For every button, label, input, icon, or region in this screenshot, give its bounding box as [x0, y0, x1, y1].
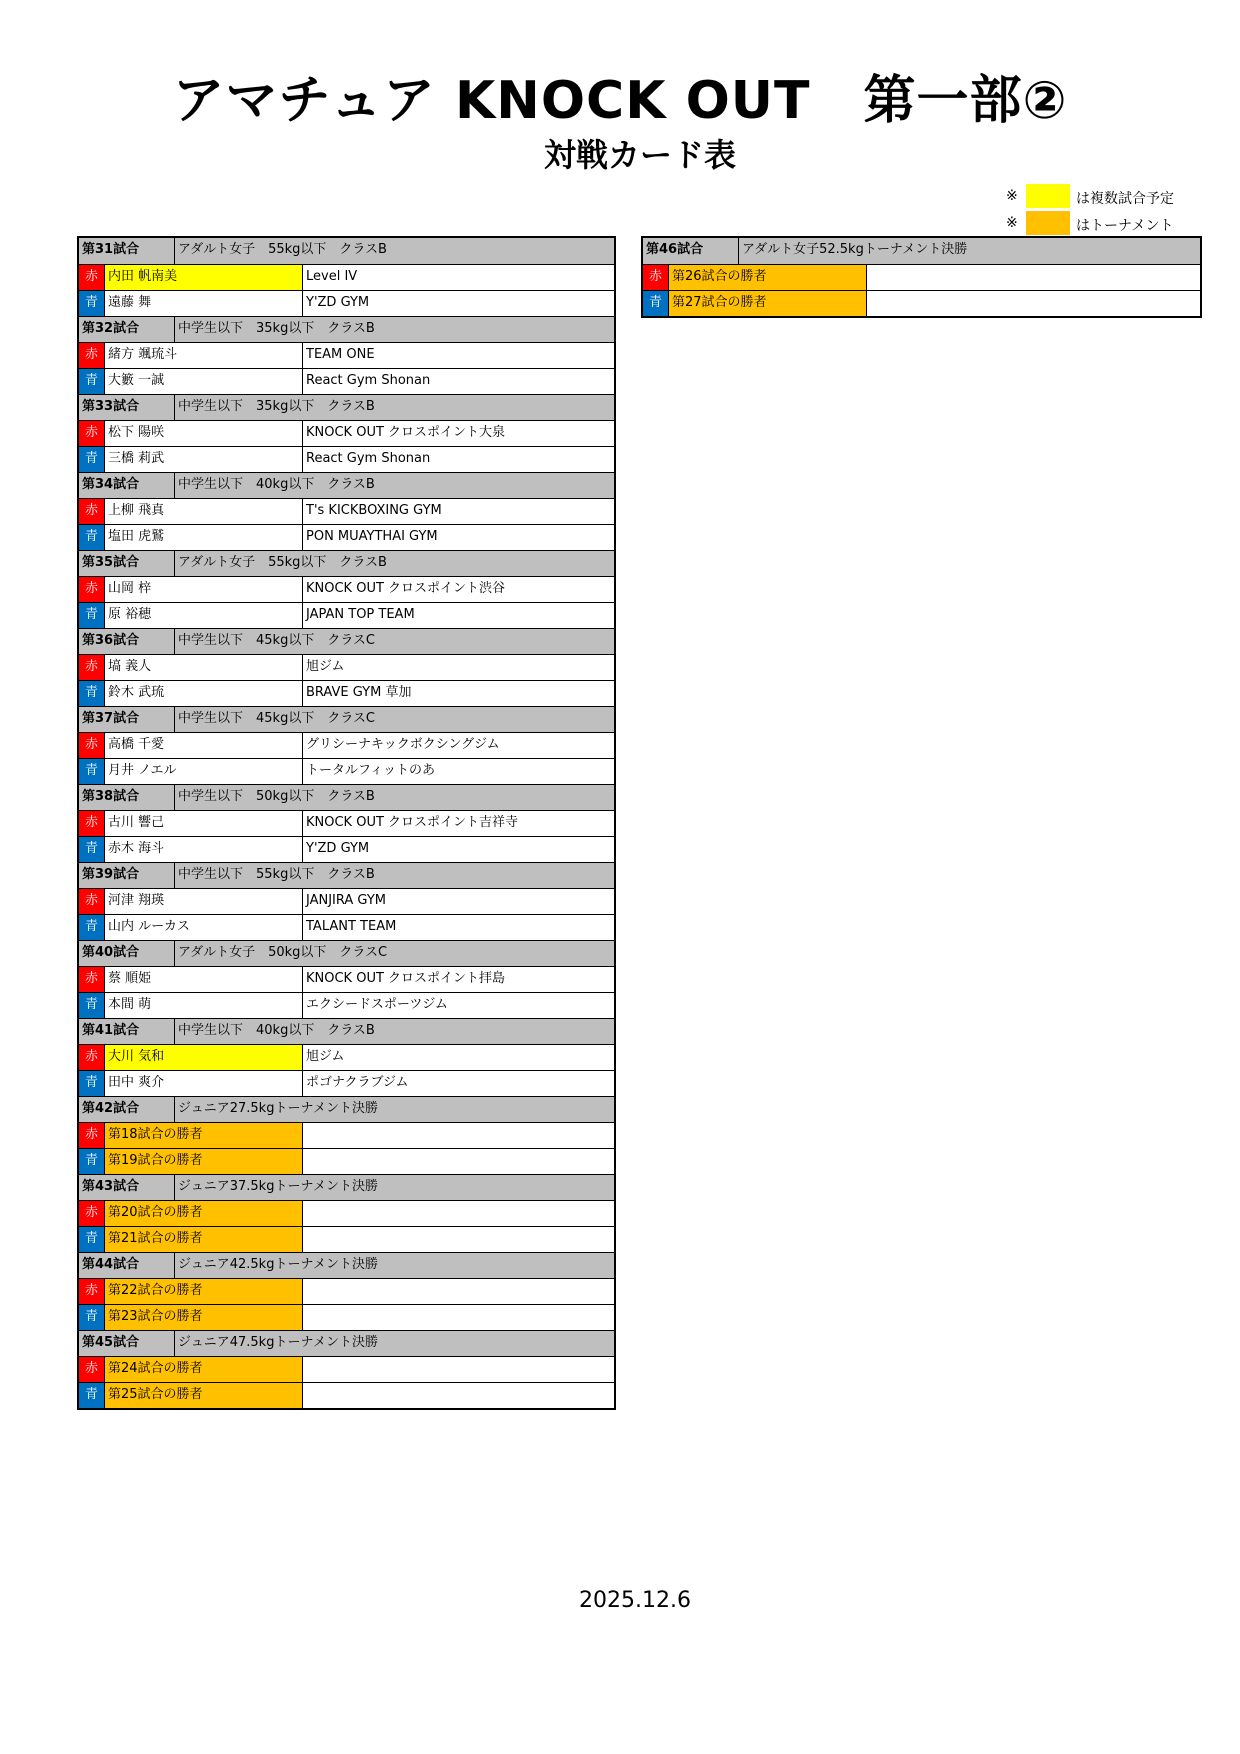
bout-number: 第31試合 — [79, 238, 175, 264]
bout-class: ジュニア42.5kgトーナメント決勝 — [178, 1257, 378, 1272]
fighter-name: 田中 爽介 — [105, 1071, 303, 1096]
red-corner-row — [643, 264, 1200, 290]
red-corner-row — [79, 654, 614, 680]
legend-swatch-yellow — [1026, 184, 1070, 208]
red-corner-row — [79, 732, 614, 758]
fighter-name: 第20試合の勝者 — [105, 1201, 303, 1226]
bout-class: 中学生以下 35kg以下 クラスB — [178, 321, 375, 336]
red-corner-badge: 赤 — [79, 1357, 105, 1382]
bout-class: 中学生以下 45kg以下 クラスC — [178, 711, 376, 726]
bout-number: 第38試合 — [79, 785, 175, 810]
bout-number: 第42試合 — [79, 1097, 175, 1122]
bout-header — [79, 1330, 614, 1356]
fighter-gym — [303, 1357, 614, 1382]
red-corner-row — [79, 966, 614, 992]
fighter-name: 塩田 虎鷲 — [105, 525, 303, 550]
blue-corner-row — [79, 368, 614, 394]
fighter-name: 大川 気和 — [105, 1045, 303, 1070]
red-corner-row — [79, 342, 614, 368]
fighter-gym: ポゴナクラブジム — [306, 1075, 409, 1090]
fighter-gym — [303, 1149, 614, 1174]
red-corner-row — [79, 264, 614, 290]
fighter-gym — [303, 1279, 614, 1304]
red-corner-badge: 赤 — [79, 811, 105, 836]
blue-corner-badge: 青 — [79, 1071, 105, 1096]
blue-corner-badge: 青 — [79, 915, 105, 940]
bout-header — [79, 1018, 614, 1044]
fighter-gym — [303, 1383, 614, 1408]
legend-swatch-orange — [1026, 211, 1070, 235]
fighter-gym: エクシードスポーツジム — [306, 997, 448, 1012]
fighter-name: 蔡 順姫 — [105, 967, 303, 992]
bout-header — [79, 316, 614, 342]
fighter-name: 塙 義人 — [105, 655, 303, 680]
fighter-name: 松下 陽咲 — [105, 421, 303, 446]
blue-corner-badge: 青 — [643, 291, 669, 316]
fighter-gym: Y'ZD GYM — [306, 841, 370, 856]
fighter-gym: PON MUAYTHAI GYM — [306, 529, 438, 544]
blue-corner-badge: 青 — [79, 681, 105, 706]
blue-corner-badge: 青 — [79, 525, 105, 550]
bout-header — [79, 472, 614, 498]
blue-corner-row — [79, 836, 614, 862]
fighter-gym: KNOCK OUT クロスポイント拝島 — [306, 971, 506, 986]
blue-corner-row — [79, 446, 614, 472]
fighter-name: 古川 響己 — [105, 811, 303, 836]
fighter-name: 緒方 颯琉斗 — [105, 343, 303, 368]
fighter-gym: KNOCK OUT クロスポイント大泉 — [306, 425, 506, 440]
blue-corner-row — [79, 524, 614, 550]
bout-class: 中学生以下 40kg以下 クラスB — [178, 1023, 375, 1038]
fighter-name: 第18試合の勝者 — [105, 1123, 303, 1148]
blue-corner-badge: 青 — [79, 1383, 105, 1408]
fighter-name: 内田 帆南美 — [105, 265, 303, 290]
blue-corner-row — [79, 1382, 614, 1408]
blue-corner-row — [79, 1148, 614, 1174]
red-corner-badge: 赤 — [643, 265, 669, 290]
red-corner-row — [79, 1200, 614, 1226]
fighter-name: 第26試合の勝者 — [669, 265, 867, 290]
bout-header — [79, 1174, 614, 1200]
fighter-name: 鈴木 武琉 — [105, 681, 303, 706]
fighter-gym — [867, 291, 1200, 316]
fighter-name: 第23試合の勝者 — [105, 1305, 303, 1330]
fighter-gym: Level IV — [306, 269, 358, 284]
bout-class: アダルト女子 50kg以下 クラスC — [178, 945, 388, 960]
fighter-gym: React Gym Shonan — [306, 451, 431, 466]
blue-corner-row — [79, 1070, 614, 1096]
blue-corner-badge: 青 — [79, 369, 105, 394]
legend-label: はトーナメント — [1076, 218, 1174, 234]
blue-corner-badge: 青 — [79, 837, 105, 862]
red-corner-row — [79, 1122, 614, 1148]
fighter-gym: 旭ジム — [306, 659, 345, 674]
red-corner-badge: 赤 — [79, 733, 105, 758]
legend-label: は複数試合予定 — [1076, 191, 1174, 207]
red-corner-badge: 赤 — [79, 343, 105, 368]
bout-number: 第44試合 — [79, 1253, 175, 1278]
fighter-name: 第25試合の勝者 — [105, 1383, 303, 1408]
bout-number: 第45試合 — [79, 1331, 175, 1356]
bout-header — [79, 238, 614, 264]
bout-header — [79, 628, 614, 654]
fighter-name: 本間 萌 — [105, 993, 303, 1018]
bout-header — [79, 550, 614, 576]
fighter-name: 上柳 飛真 — [105, 499, 303, 524]
red-corner-badge: 赤 — [79, 421, 105, 446]
bout-class: 中学生以下 55kg以下 クラスB — [178, 867, 375, 882]
bout-class: 中学生以下 35kg以下 クラスB — [178, 399, 375, 414]
blue-corner-badge: 青 — [79, 1227, 105, 1252]
bout-class: 中学生以下 45kg以下 クラスC — [178, 633, 376, 648]
red-corner-badge: 赤 — [79, 577, 105, 602]
fighter-name: 第24試合の勝者 — [105, 1357, 303, 1382]
fighter-gym: Y'ZD GYM — [306, 295, 370, 310]
red-corner-row — [79, 1356, 614, 1382]
blue-corner-badge: 青 — [79, 1305, 105, 1330]
bout-number: 第41試合 — [79, 1019, 175, 1044]
bout-class: 中学生以下 40kg以下 クラスB — [178, 477, 375, 492]
bout-header — [79, 940, 614, 966]
red-corner-row — [79, 1278, 614, 1304]
legend-mark: ※ — [1006, 188, 1018, 204]
fighter-gym: KNOCK OUT クロスポイント吉祥寺 — [306, 815, 519, 830]
fighter-name: 赤木 海斗 — [105, 837, 303, 862]
bout-class: ジュニア27.5kgトーナメント決勝 — [178, 1101, 378, 1116]
red-corner-badge: 赤 — [79, 655, 105, 680]
bout-class: アダルト女子52.5kgトーナメント決勝 — [742, 242, 968, 257]
blue-corner-badge: 青 — [79, 759, 105, 784]
bout-class: ジュニア37.5kgトーナメント決勝 — [178, 1179, 378, 1194]
bout-number: 第40試合 — [79, 941, 175, 966]
bout-table-left — [77, 236, 616, 1410]
blue-corner-row — [79, 992, 614, 1018]
red-corner-badge: 赤 — [79, 1279, 105, 1304]
red-corner-badge: 赤 — [79, 1045, 105, 1070]
fighter-gym: TEAM ONE — [306, 347, 375, 362]
bout-header — [79, 1096, 614, 1122]
bout-class: アダルト女子 55kg以下 クラスB — [178, 242, 387, 257]
fighter-gym: BRAVE GYM 草加 — [306, 685, 412, 700]
blue-corner-row — [79, 1304, 614, 1330]
blue-corner-row — [643, 290, 1200, 316]
fighter-name: 河津 翔瑛 — [105, 889, 303, 914]
fighter-name: 大籔 一誠 — [105, 369, 303, 394]
fighter-gym — [303, 1227, 614, 1252]
fighter-gym — [303, 1123, 614, 1148]
fighter-name: 第21試合の勝者 — [105, 1227, 303, 1252]
fighter-gym: JANJIRA GYM — [306, 893, 387, 908]
red-corner-row — [79, 498, 614, 524]
fighter-gym — [303, 1201, 614, 1226]
red-corner-badge: 赤 — [79, 265, 105, 290]
bout-header — [79, 706, 614, 732]
bout-header — [79, 394, 614, 420]
fighter-gym: T's KICKBOXING GYM — [306, 503, 442, 518]
blue-corner-row — [79, 758, 614, 784]
bout-class: アダルト女子 55kg以下 クラスB — [178, 555, 387, 570]
red-corner-badge: 赤 — [79, 967, 105, 992]
bout-table-right — [641, 236, 1202, 318]
event-date: 2025.12.6 — [579, 1588, 691, 1613]
bout-class: 中学生以下 50kg以下 クラスB — [178, 789, 375, 804]
bout-header — [643, 238, 1200, 264]
fighter-name: 三橋 莉武 — [105, 447, 303, 472]
red-corner-row — [79, 420, 614, 446]
blue-corner-badge: 青 — [79, 291, 105, 316]
fighter-gym: TALANT TEAM — [306, 919, 397, 934]
red-corner-row — [79, 1044, 614, 1070]
bout-number: 第37試合 — [79, 707, 175, 732]
fighter-gym: KNOCK OUT クロスポイント渋谷 — [306, 581, 506, 596]
bout-number: 第46試合 — [643, 238, 739, 264]
fighter-name: 遠藤 舞 — [105, 291, 303, 316]
fighter-name: 原 裕穂 — [105, 603, 303, 628]
fighter-gym: トータルフィットのあ — [306, 763, 435, 778]
fighter-name: 山岡 梓 — [105, 577, 303, 602]
fighter-name: 月井 ノエル — [105, 759, 303, 784]
fighter-name: 第27試合の勝者 — [669, 291, 867, 316]
fighter-name: 第22試合の勝者 — [105, 1279, 303, 1304]
red-corner-row — [79, 810, 614, 836]
bout-class: ジュニア47.5kgトーナメント決勝 — [178, 1335, 378, 1350]
bout-number: 第36試合 — [79, 629, 175, 654]
red-corner-row — [79, 576, 614, 602]
blue-corner-badge: 青 — [79, 1149, 105, 1174]
bout-number: 第33試合 — [79, 395, 175, 420]
red-corner-badge: 赤 — [79, 1123, 105, 1148]
blue-corner-badge: 青 — [79, 447, 105, 472]
fighter-gym: グリシーナキックボクシングジム — [306, 737, 500, 752]
red-corner-badge: 赤 — [79, 889, 105, 914]
fighter-name: 山内 ルーカス — [105, 915, 303, 940]
bout-header — [79, 862, 614, 888]
blue-corner-row — [79, 602, 614, 628]
bout-number: 第43試合 — [79, 1175, 175, 1200]
blue-corner-row — [79, 290, 614, 316]
fighter-gym — [303, 1305, 614, 1330]
page-subtitle: 対戦カード表 — [543, 136, 736, 174]
blue-corner-badge: 青 — [79, 603, 105, 628]
bout-number: 第32試合 — [79, 317, 175, 342]
fighter-name: 第19試合の勝者 — [105, 1149, 303, 1174]
page-title: アマチュア KNOCK OUT 第一部② — [172, 71, 1068, 131]
bout-number: 第35試合 — [79, 551, 175, 576]
bout-header — [79, 1252, 614, 1278]
red-corner-badge: 赤 — [79, 1201, 105, 1226]
red-corner-badge: 赤 — [79, 499, 105, 524]
bout-header — [79, 784, 614, 810]
bout-number: 第39試合 — [79, 863, 175, 888]
blue-corner-row — [79, 680, 614, 706]
fighter-gym: React Gym Shonan — [306, 373, 431, 388]
legend-mark: ※ — [1006, 215, 1018, 231]
fighter-name: 高橋 千愛 — [105, 733, 303, 758]
fighter-gym: 旭ジム — [306, 1049, 345, 1064]
red-corner-row — [79, 888, 614, 914]
blue-corner-row — [79, 1226, 614, 1252]
blue-corner-row — [79, 914, 614, 940]
fighter-gym: JAPAN TOP TEAM — [306, 607, 415, 622]
blue-corner-badge: 青 — [79, 993, 105, 1018]
bout-number: 第34試合 — [79, 473, 175, 498]
fighter-gym — [867, 265, 1200, 290]
